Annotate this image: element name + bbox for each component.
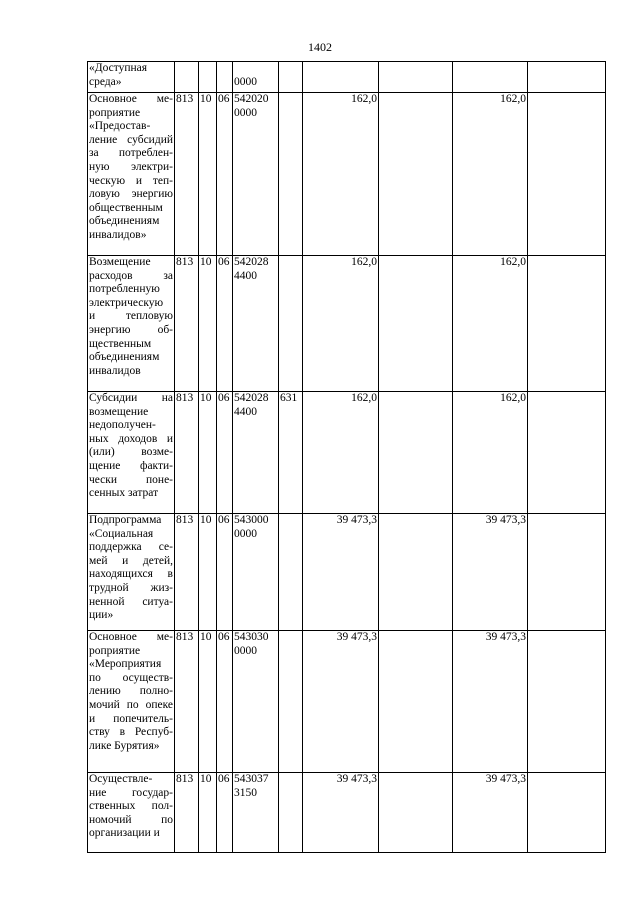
section-code-cell: 10 [199,93,217,256]
row-name-line: «Социальная [89,527,154,540]
target-code-line [234,62,277,76]
amount-cell-2: 39 473,3 [453,631,528,773]
amount-cell-2: 162,0 [453,256,528,392]
subsection-code-cell [217,62,233,93]
row-name-line: лике Бурятия» [89,739,160,752]
amount-cell-1: 39 473,3 [303,773,379,853]
subsection-code-cell: 06 [217,392,233,514]
section-code-cell: 10 [199,773,217,853]
section-code-cell: 10 [199,392,217,514]
row-name-line: и попечитель- [89,712,173,725]
empty-cell [528,773,606,853]
row-name-line: сенных затрат [89,487,159,500]
row-name-line: Осуществле- [89,773,153,785]
target-code-line: 543037 [234,773,269,785]
row-name-line: роприятие [89,644,141,657]
row-name-line: энергию об- [89,323,173,336]
ministry-code-cell: 813 [175,93,199,256]
row-name-line: ную электри- [89,160,173,173]
ministry-code-cell: 813 [175,392,199,514]
subsection-code-cell: 06 [217,93,233,256]
empty-cell [528,62,606,93]
target-code-line: 0000 [234,644,257,657]
amount-cell-1: 39 473,3 [303,514,379,631]
empty-cell [528,93,606,256]
empty-cell [528,392,606,514]
expense-type-cell [279,62,303,93]
row-name-cell [88,392,175,514]
row-name-line: расходов за [89,269,173,282]
expense-type-cell: 631 [279,392,303,514]
section-code-cell: 10 [199,256,217,392]
section-code-cell [199,62,217,93]
row-name-line: за потреблен- [89,147,173,160]
row-name-line: возмещение [89,405,149,418]
ministry-code-cell: 813 [175,631,199,773]
table-row [88,93,606,256]
empty-cell [379,62,453,93]
empty-cell [528,514,606,631]
empty-cell [379,392,453,514]
target-code-cell [233,392,279,514]
row-name-line: щественным [89,337,152,350]
row-name-line: мей и детей, [89,554,173,567]
table-row [88,631,606,773]
subsection-code-cell: 06 [217,631,233,773]
target-code-line: 543030 [234,631,269,643]
empty-cell [379,93,453,256]
target-code-line: 0000 [234,75,257,88]
row-name-line: роприятие [89,106,141,119]
target-code-cell [233,514,279,631]
row-name-line: инвалидов [89,364,141,377]
section-code-cell: 10 [199,631,217,773]
row-name-line: ние государ- [89,786,173,799]
row-name-line: потребленную [89,283,160,296]
row-name-line: ненной ситуа- [89,595,173,608]
row-name-line: Субсидии на [89,392,173,404]
target-code-line: 543000 [234,514,269,526]
row-name-line: ственных пол- [89,800,173,813]
budget-table [87,61,606,853]
amount-cell-2 [453,62,528,93]
table-row [88,773,606,853]
row-name-cell [88,773,175,853]
amount-cell-2: 39 473,3 [453,773,528,853]
subsection-code-cell: 06 [217,514,233,631]
row-name-line: поддержка се- [89,541,173,554]
table-row [88,392,606,514]
expense-type-cell [279,773,303,853]
amount-cell-1: 162,0 [303,392,379,514]
row-name-line: Основное ме- [89,631,173,643]
row-name-line: Подпрограмма [89,514,162,526]
row-name-line: объединениям [89,351,160,364]
row-name-line: организации и [89,827,160,840]
amount-cell-1: 162,0 [303,93,379,256]
ministry-code-cell: 813 [175,514,199,631]
row-name-line: недополучен- [89,419,156,432]
row-name-line: ление субсидий [89,133,173,146]
empty-cell [528,631,606,773]
target-code-line: 0000 [234,527,257,540]
amount-cell-1: 39 473,3 [303,631,379,773]
row-name-cell [88,631,175,773]
row-name-line: общественным [89,201,163,214]
empty-cell [379,514,453,631]
row-name-line: ству в Респуб- [89,726,173,739]
amount-cell-2: 162,0 [453,93,528,256]
target-code-cell [233,631,279,773]
expense-type-cell [279,256,303,392]
row-name-line: инвалидов» [89,228,147,241]
expense-type-cell [279,631,303,773]
target-code-cell [233,256,279,392]
amount-cell-1 [303,62,379,93]
row-name-line: мочий по опеке [89,698,173,711]
amount-cell-1: 162,0 [303,256,379,392]
empty-cell [379,256,453,392]
row-name-cell [88,256,175,392]
row-name-line: «Мероприятия [89,658,162,671]
row-name-line: Возмещение [89,256,151,268]
row-name-line: среда» [89,75,122,88]
section-code-cell: 10 [199,514,217,631]
ministry-code-cell [175,62,199,93]
target-code-cell [233,62,279,93]
row-name-line: «Предостав- [89,120,151,133]
row-name-line: ции» [89,609,114,622]
ministry-code-cell: 813 [175,256,199,392]
row-name-line: (или) возме- [89,446,173,459]
row-name-cell [88,93,175,256]
row-name-line: ных доходов и [89,432,173,445]
target-code-cell [233,93,279,256]
empty-cell [528,256,606,392]
row-name-cell [88,514,175,631]
row-name-line: чески поне- [89,473,173,486]
target-code-line: 4400 [234,405,257,418]
row-name-line: щение факти- [89,459,173,472]
row-name-line: номочий по [89,813,173,826]
target-code-line: 3150 [234,786,257,799]
row-name-line: по осуществ- [89,671,173,684]
table-row [88,514,606,631]
row-name-line: трудной жиз- [89,581,173,594]
row-name-line: «Доступная [89,62,148,74]
amount-cell-2: 39 473,3 [453,514,528,631]
row-name-line: ловую энергию [89,188,173,201]
empty-cell [379,773,453,853]
expense-type-cell [279,514,303,631]
row-name-line: и тепловую [89,310,173,323]
target-code-line: 542020 [234,93,269,105]
table-body [88,62,606,853]
target-code-cell [233,773,279,853]
subsection-code-cell: 06 [217,773,233,853]
row-name-line: ческую и теп- [89,174,173,187]
row-name-line: электрическую [89,296,164,309]
target-code-line: 542028 [234,392,269,404]
row-name-line: Основное ме- [89,93,173,105]
page-number: 1402 [308,40,332,54]
target-code-line: 4400 [234,269,257,282]
table-row [88,62,606,93]
expense-type-cell [279,93,303,256]
empty-cell [379,631,453,773]
table-row [88,256,606,392]
target-code-line: 0000 [234,106,257,119]
ministry-code-cell: 813 [175,773,199,853]
row-name-line: находящихся в [89,568,173,581]
row-name-line: лению полно- [89,685,173,698]
subsection-code-cell: 06 [217,256,233,392]
amount-cell-2: 162,0 [453,392,528,514]
row-name-cell [88,62,175,93]
target-code-line: 542028 [234,256,269,268]
row-name-line: объединениям [89,215,160,228]
